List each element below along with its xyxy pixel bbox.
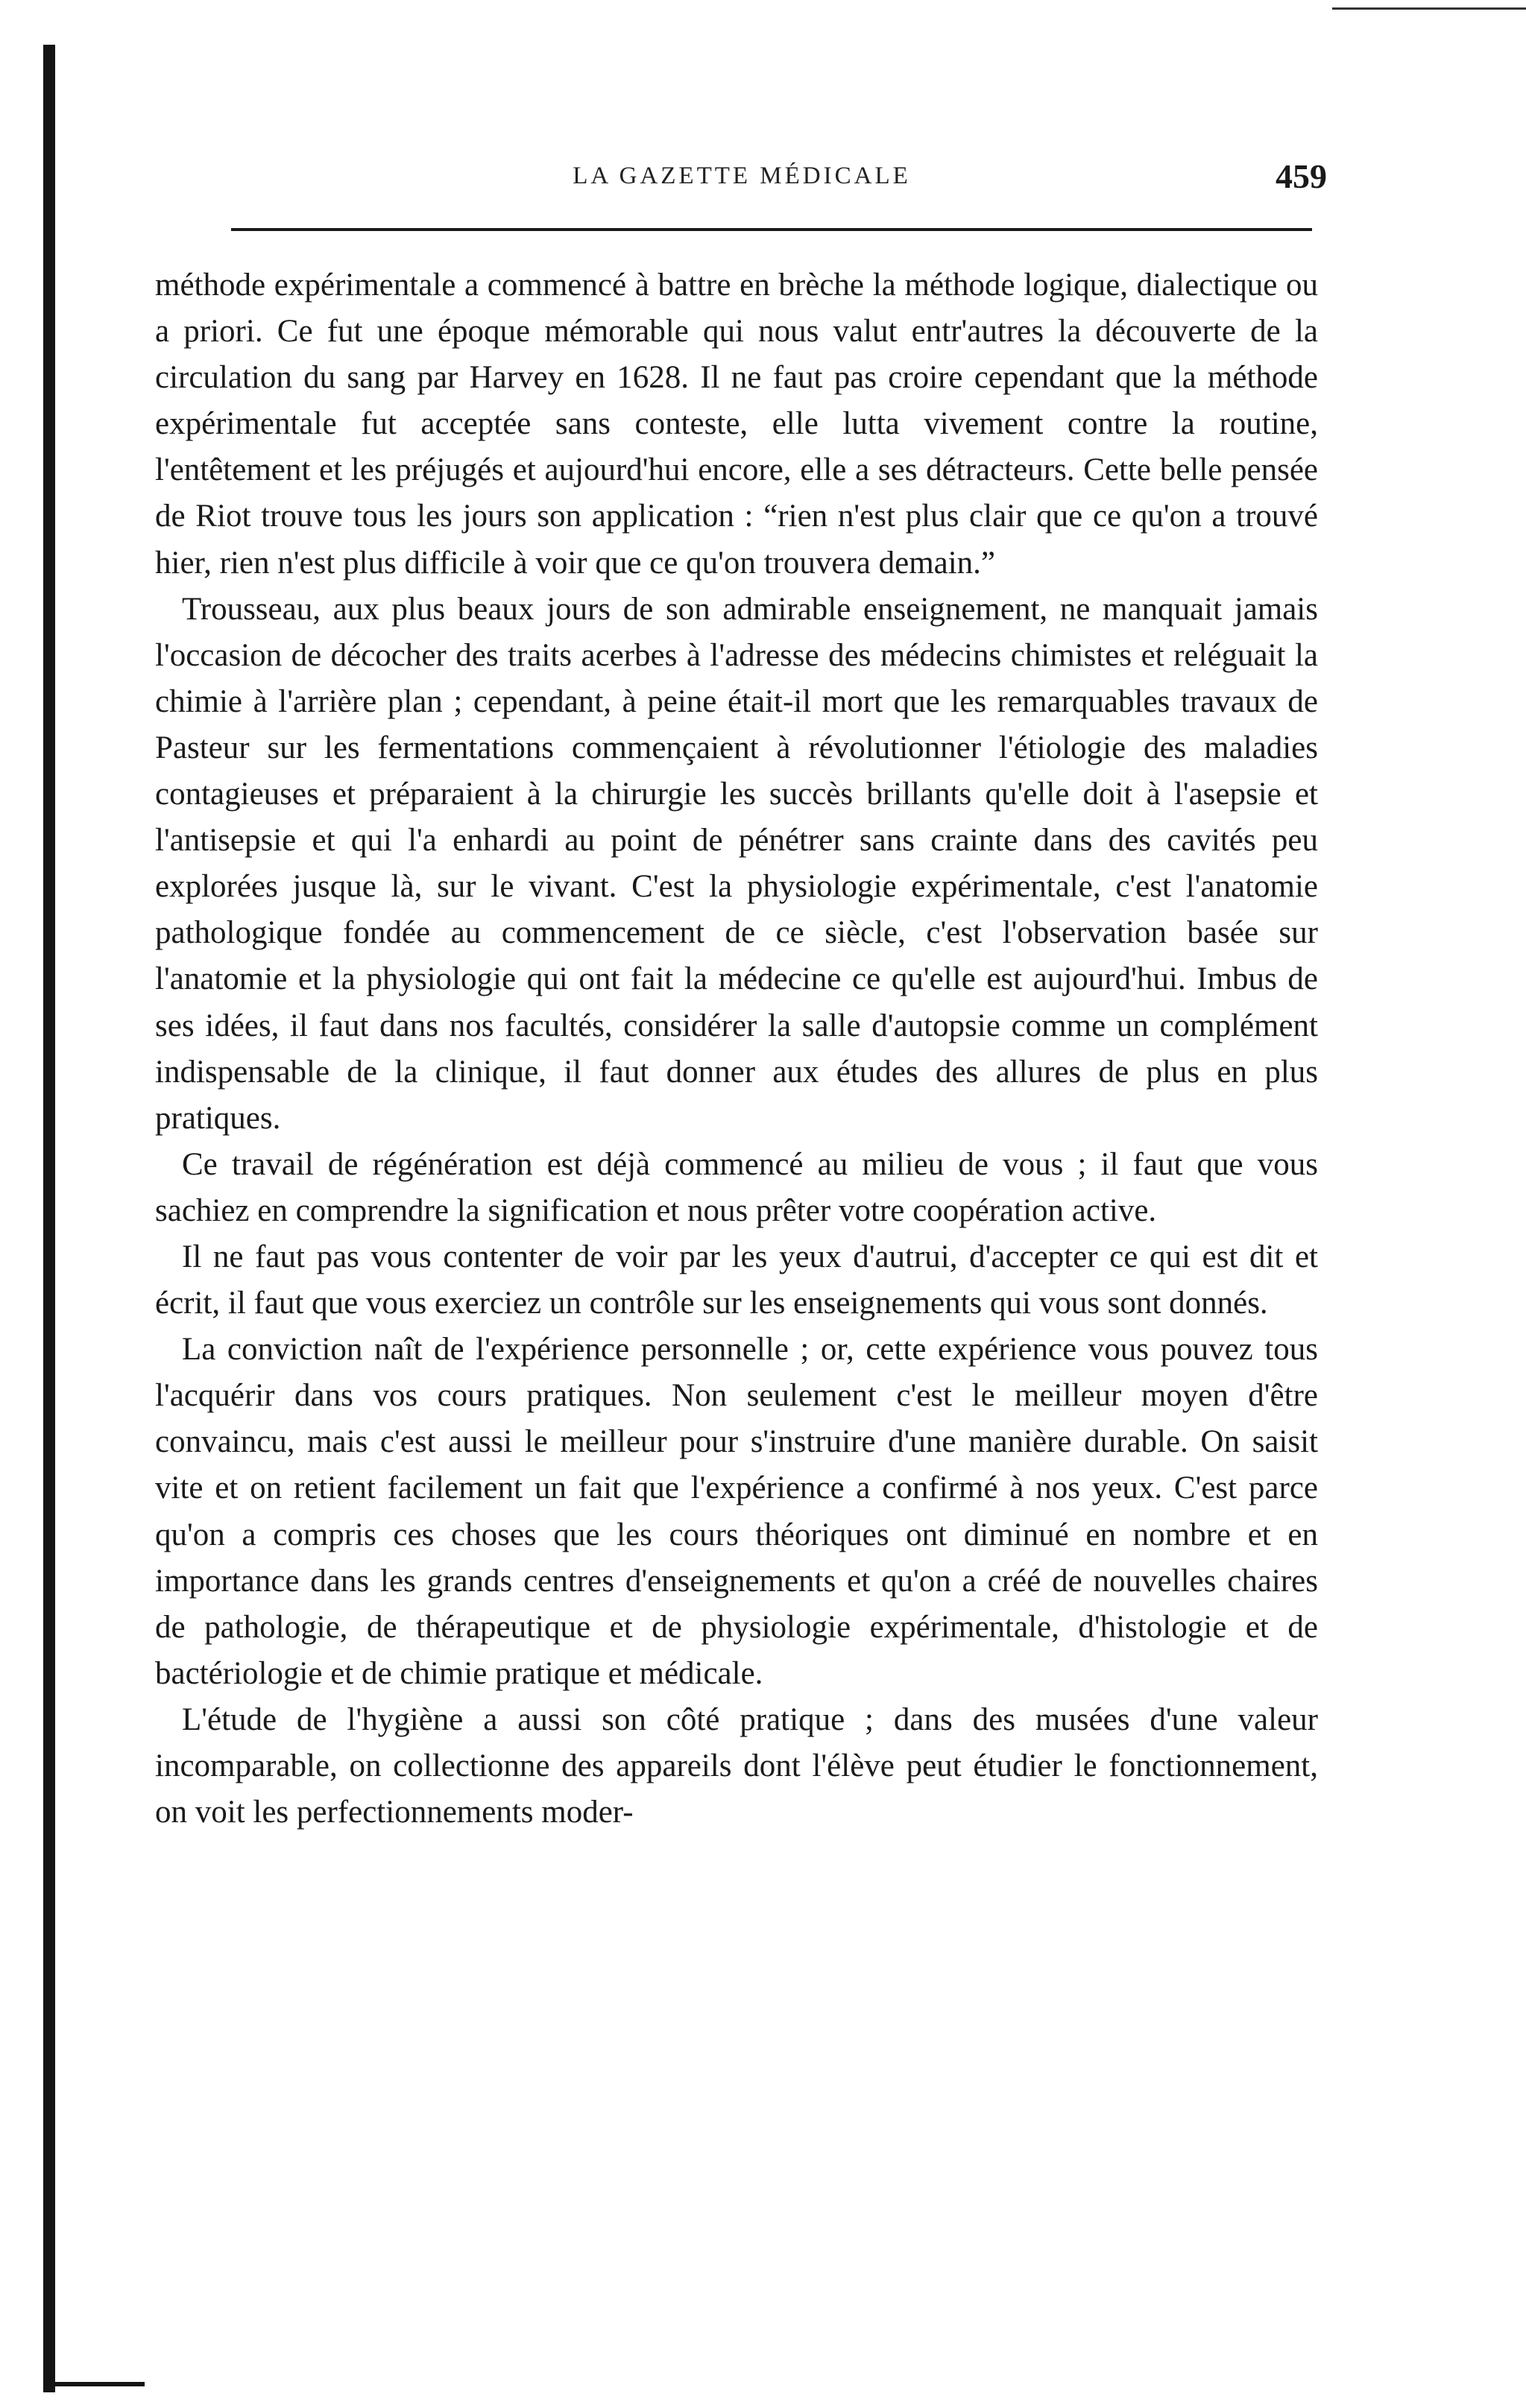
corner-rule [1332,7,1526,10]
header-rule [231,228,1312,231]
paragraph-2: Trousseau, aux plus beaux jours de son admirable enseignement, ne manquait jamais l'occasion de décocher des traits acerbes à l'adresse des médecins chimistes et reléguait la chimie à l'arrière plan ; cependant, à peine était-il mort que les remarquables travaux de Pasteur sur les fermentations commençaient à révolutionner l'étiologie des maladies contagieuses et préparaient à la chirurgie les succès brillants qu'elle doit à l'asepsie et l'antisepsie et qui l'a enhardi au point de pénétrer sans crainte dans des cavités peu explorées jusque là, sur le vivant. C'est la physiologie expérimentale, c'est l'anatomie pathologique fondée au commencement de ce siècle, c'est l'observation basée sur l'anatomie et la physiologie qui ont fait la médecine ce qu'elle est aujourd'hui. Imbus de ses idées, il faut dans nos facultés, considérer la salle d'autopsie comme un complément indispensable de la clinique, il faut donner aux études des allures de plus en plus pratiques. [155,591,1318,1136]
binding-edge-foot [55,2382,145,2386]
running-head [157,157,1327,201]
page-number: 459 [1276,157,1327,195]
running-title: LA GAZETTE MÉDICALE [573,162,911,189]
paragraph-3: Ce travail de régénération est déjà commencé au milieu de vous ; il faut que vous sachiez en comprendre la signification et nous prêter votre coopération active. [155,1146,1318,1228]
body-text [155,262,1318,1836]
paragraph-1: méthode expérimentale a commencé à battre en brèche la méthode logique, dialectique ou a priori. Ce fut une époque mémorable qui nous valut entr'autres la découverte de la circulation du sang par Harvey en 1628. Il ne faut pas croire cependant que la méthode expérimentale fut acceptée sans conteste, elle lutta vivement contre la routine, l'entêtement et les préjugés et aujourd'hui encore, elle a ses détracteurs. Cette belle pensée de Riot trouve tous les jours son application : “rien n'est plus clair que ce qu'on a trouvé hier, rien n'est plus difficile à voir que ce qu'on trouvera demain.” [155,268,1318,581]
paragraph-5: La conviction naît de l'expérience personnelle ; or, cette expérience vous pouvez tous l'acquérir dans vos cours pratiques. Non seulement c'est le meilleur moyen d'être convaincu, mais c'est aussi le meilleur pour s'instruire d'une manière durable. On saisit vite et on retient facilement un fait que l'expérience a confirmé à nos yeux. C'est parce qu'on a compris ces choses que les cours théoriques ont diminué en nombre et en importance dans les grands centres d'enseignements et qu'on a créé de nouvelles chaires de pathologie, de thérapeutique et de physiologie expérimentale, d'histologie et de bactériologie et de chimie pratique et médicale. [155,1332,1318,1691]
paragraph-4: Il ne faut pas vous contenter de voir par les yeux d'autrui, d'accepter ce qui est dit et écrit, il faut que vous exerciez un contrôle sur les enseignements qui vous sont donnés. [155,1239,1318,1321]
paragraph-6: L'étude de l'hygiène a aussi son côté pratique ; dans des musées d'une valeur incomparable, on collectionne des appareils dont l'élève peut étudier le fonctionnement, on voit les perfectionnements moder- [155,1701,1318,1830]
binding-edge-shadow [43,45,55,2392]
